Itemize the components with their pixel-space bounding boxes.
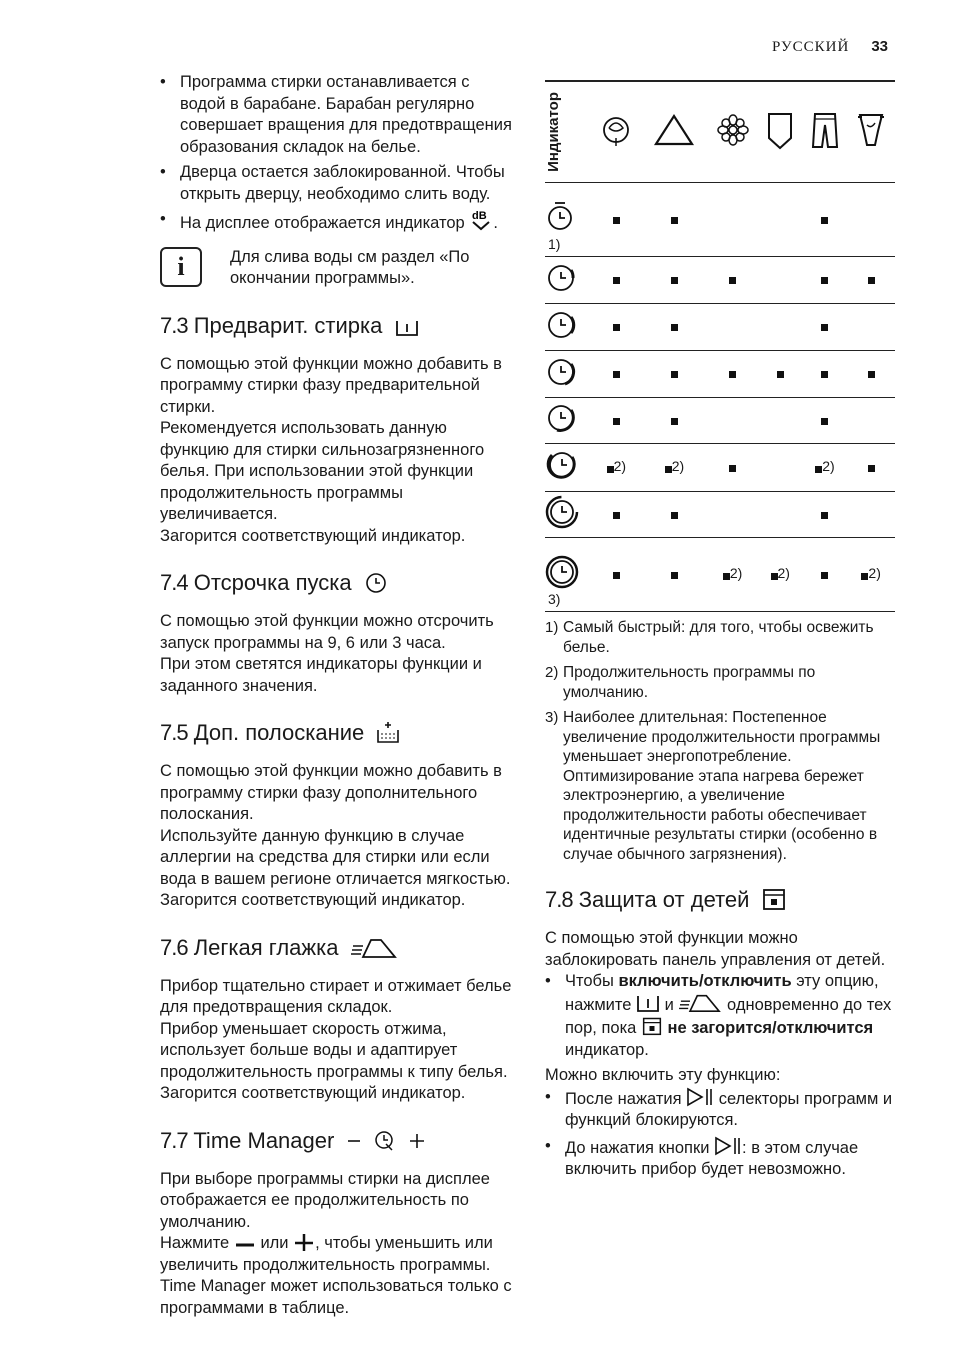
- paragraph: С помощью этой функции можно добавить в программу стирки фазу предварительной стирки.: [160, 354, 502, 416]
- table-row: [545, 183, 895, 257]
- duration-icon: [545, 183, 591, 257]
- indicator-mark: [821, 418, 828, 425]
- footnote-ref: 2): [671, 457, 685, 474]
- cell: [803, 183, 848, 257]
- page-number: 33: [871, 38, 888, 55]
- cell: [803, 304, 848, 351]
- indicator-mark: [821, 512, 828, 519]
- indicator-mark: [821, 572, 828, 579]
- paragraph: Прибор тщательно стирает и отжимает белье для предотвращения складок.: [160, 976, 512, 1016]
- bullet-list: [545, 971, 895, 1061]
- start-pause-icon: [686, 1087, 714, 1107]
- footnote: 1) Самый быстрый: для того, чтобы освежить белье.: [545, 619, 874, 656]
- cell: [758, 257, 803, 304]
- child-lock-icon: [762, 887, 786, 911]
- indicator-mark: [729, 371, 736, 378]
- cell: [642, 492, 708, 538]
- time-manager-icon: [346, 1128, 428, 1152]
- paragraph: С помощью этой функции можно добавить в программу стирки фазу дополнительного полоскания.: [160, 762, 502, 823]
- footnote: 3) Наиболее длительная: Постепенное увеличение продолжительности программы уменьшает энергопотребление. Оптимизирование этапа нагрева бережет электроэнергию, а увеличение продолжительности работы обеспечивает идентичные результаты стирки (особенно в случае обычного загрязнения).: [545, 709, 881, 863]
- indicator-mark: [671, 418, 678, 425]
- extra-rinse-icon: [376, 720, 400, 744]
- indicator-mark: [613, 324, 620, 331]
- page-header: [772, 38, 888, 56]
- section-heading: 7.5 Доп. полоскание: [160, 719, 512, 747]
- indicator-mark: [671, 217, 678, 224]
- cell: [847, 183, 895, 257]
- indicator-mark: [607, 466, 614, 473]
- cotton-eco-icon: [591, 81, 642, 183]
- list-item: • На дисплее отображается индикатор dB .: [160, 209, 512, 235]
- cell: [707, 257, 758, 304]
- paragraph: Time Manager может использоваться только с программами в таблице.: [160, 1277, 512, 1317]
- cell: [803, 492, 848, 538]
- cell: [707, 351, 758, 398]
- cell: [642, 398, 708, 444]
- indicator-table: [545, 80, 895, 612]
- cell: [642, 538, 708, 612]
- cell: [803, 538, 848, 612]
- cell: [591, 257, 642, 304]
- list-item: • Дверца остается заблокированной. Чтобы открыть дверцу, необходимо слить воду.: [160, 162, 512, 205]
- indicator-mark: [665, 466, 672, 473]
- easy-iron-icon: [351, 937, 397, 959]
- cell: [847, 257, 895, 304]
- cell: [758, 183, 803, 257]
- paragraph: С помощью этой функции можно отсрочить запуск программы на 9, 6 или 3 часа.: [160, 612, 494, 652]
- footnote: 2) Продолжительность программы по умолчанию.: [545, 664, 816, 701]
- denim-icon: [803, 81, 848, 183]
- indicator-mark: [671, 371, 678, 378]
- cell: [758, 538, 803, 612]
- indicator-mark: [729, 465, 736, 472]
- footnote-ref: 2): [729, 564, 743, 581]
- blender-mix-icon: [847, 81, 895, 183]
- section-heading: 7.7 Time Manager: [160, 1127, 512, 1155]
- prewash-icon: [395, 317, 419, 337]
- duration-icon: [545, 398, 591, 444]
- list-item: • До нажатия кнопки : в этом случае включить прибор будет невозможно.: [545, 1136, 895, 1181]
- table-row: [545, 351, 895, 398]
- indicator-mark: [821, 371, 828, 378]
- cell: [591, 538, 642, 612]
- indicator-mark: [868, 277, 875, 284]
- cell: [591, 492, 642, 538]
- paragraph: С помощью этой функции можно заблокировать панель управления от детей.: [545, 929, 886, 969]
- bullet-list: [545, 1087, 895, 1181]
- duration-icon: [545, 444, 591, 492]
- synthetics-icon: [642, 81, 708, 183]
- cell: [642, 351, 708, 398]
- cell: [758, 444, 803, 492]
- left-column: [160, 72, 512, 1319]
- indicator-mark: [729, 277, 736, 284]
- indicator-mark: [868, 371, 875, 378]
- table-row: [545, 398, 895, 444]
- cell: [642, 304, 708, 351]
- plus-icon: [293, 1233, 315, 1251]
- paragraph: Рекомендуется использовать данную функцию для стирки сильнозагрязненного белья. При использовании этой функции продолжительность программы увеличивается.: [160, 419, 485, 523]
- cell: [707, 398, 758, 444]
- paragraph: Можно включить эту функцию:: [545, 1066, 781, 1084]
- indicator-mark: [613, 572, 620, 579]
- info-note: [160, 247, 512, 290]
- info-text: Для слива воды см раздел «По окончании программы».: [230, 247, 470, 287]
- list-item: • Чтобы включить/отключить эту опцию, нажмите и одновременно до тех пор, пока не загорится/отключится индикатор.: [545, 971, 895, 1061]
- paragraph: Загорится соответствующий индикатор.: [160, 526, 466, 545]
- paragraph: Нажмите или , чтобы уменьшить или увеличить продолжительность программы.: [160, 1234, 493, 1274]
- wool-icon: [758, 81, 803, 183]
- delicates-icon: [707, 81, 758, 183]
- footnote-ref: 2): [777, 564, 790, 581]
- table-row: [545, 492, 895, 538]
- cell: [642, 183, 708, 257]
- cell: [707, 444, 758, 492]
- section-heading: 7.6 Легкая глажка: [160, 934, 512, 962]
- paragraph: Загорится соответствующий индикатор.: [160, 1084, 466, 1102]
- indicator-mark: [821, 324, 828, 331]
- header-label: Индикатор: [545, 92, 562, 172]
- footnote-ref: 2): [868, 564, 881, 581]
- cell: [847, 538, 895, 612]
- child-lock-icon: [641, 1016, 663, 1036]
- indicator-mark: [671, 512, 678, 519]
- duration-icon: [545, 492, 591, 538]
- cell: [707, 183, 758, 257]
- start-pause-icon: [714, 1136, 742, 1156]
- indicator-mark: [613, 418, 620, 425]
- cell: [847, 398, 895, 444]
- cell: [758, 492, 803, 538]
- cell: [591, 351, 642, 398]
- list-item: • Программа стирки останавливается с водой в барабане. Барабан регулярно совершает вращения для предотвращения образования складок на белье.: [160, 72, 512, 158]
- delay-start-icon: [364, 570, 388, 594]
- paragraph: При выборе программы стирки на дисплее отображается ее продолжительность по умолчанию.: [160, 1169, 490, 1231]
- indicator-mark: [671, 277, 678, 284]
- cell: [847, 444, 895, 492]
- easy-iron-icon: [678, 993, 722, 1013]
- indicator-mark: [671, 572, 678, 579]
- footnote-ref: 2): [613, 457, 627, 474]
- footnote-ref: 1): [548, 236, 561, 252]
- paragraph: Используйте данную функцию в случае аллергии на средства для стирки или если вода в вашем регионе отличается мягкостью.: [160, 826, 511, 888]
- cell: [642, 444, 708, 492]
- minus-icon: [234, 1237, 256, 1251]
- cell: [847, 304, 895, 351]
- prewash-icon: [636, 993, 660, 1013]
- cell: [803, 351, 848, 398]
- indicator-mark: [771, 573, 778, 580]
- indicator-mark: [821, 277, 828, 284]
- indicator-mark: [613, 277, 620, 284]
- cell: [707, 492, 758, 538]
- bullet-list: [160, 72, 512, 235]
- indicator-mark: [868, 465, 875, 472]
- paragraph: Прибор уменьшает скорость отжима, использует больше воды и адаптирует продолжительность программы к типу белья.: [160, 1019, 508, 1081]
- indicator-mark: [671, 324, 678, 331]
- cell: [642, 257, 708, 304]
- section-heading: 7.4 Отсрочка пуска: [160, 569, 512, 597]
- drain-db-icon: [469, 209, 493, 231]
- cell: [803, 257, 848, 304]
- indicator-mark: [613, 371, 620, 378]
- info-icon: i: [160, 247, 202, 287]
- cell: [758, 351, 803, 398]
- table-row: [545, 444, 895, 492]
- table-row: [545, 304, 895, 351]
- cell: [707, 304, 758, 351]
- cell: [707, 538, 758, 612]
- cell: [847, 351, 895, 398]
- table-row: [545, 257, 895, 304]
- cell: [758, 304, 803, 351]
- duration-icon: [545, 538, 591, 612]
- table-header-row: [545, 81, 895, 183]
- indicator-mark: [777, 371, 784, 378]
- indicator-mark: [613, 512, 620, 519]
- cell: [591, 444, 642, 492]
- indicator-mark: [613, 217, 620, 224]
- cell: [803, 444, 848, 492]
- table-row: [545, 538, 895, 612]
- paragraph: При этом светятся индикаторы функции и заданного значения.: [160, 655, 482, 695]
- indicator-mark: [821, 217, 828, 224]
- indicator-mark: [723, 573, 730, 580]
- cell: [591, 304, 642, 351]
- list-item: • После нажатия селекторы программ и функций блокируются.: [545, 1087, 895, 1132]
- right-column: [545, 610, 895, 1185]
- duration-icon: [545, 257, 591, 304]
- language-label: РУССКИЙ: [772, 39, 850, 55]
- cell: [847, 492, 895, 538]
- svg-text:dB: dB: [472, 210, 487, 222]
- cell: [758, 398, 803, 444]
- cell: [803, 398, 848, 444]
- cell: [591, 183, 642, 257]
- duration-icon: [545, 304, 591, 351]
- section-heading: 7.8 Защита от детей: [545, 886, 895, 914]
- section-heading: 7.3 Предварит. стирка: [160, 312, 512, 340]
- duration-icon: [545, 351, 591, 398]
- cell: [591, 398, 642, 444]
- paragraph: Загорится соответствующий индикатор.: [160, 891, 466, 909]
- footnote-ref: 2): [822, 457, 835, 474]
- footnote-ref: 3): [548, 591, 561, 607]
- header-label-cell: [545, 81, 591, 183]
